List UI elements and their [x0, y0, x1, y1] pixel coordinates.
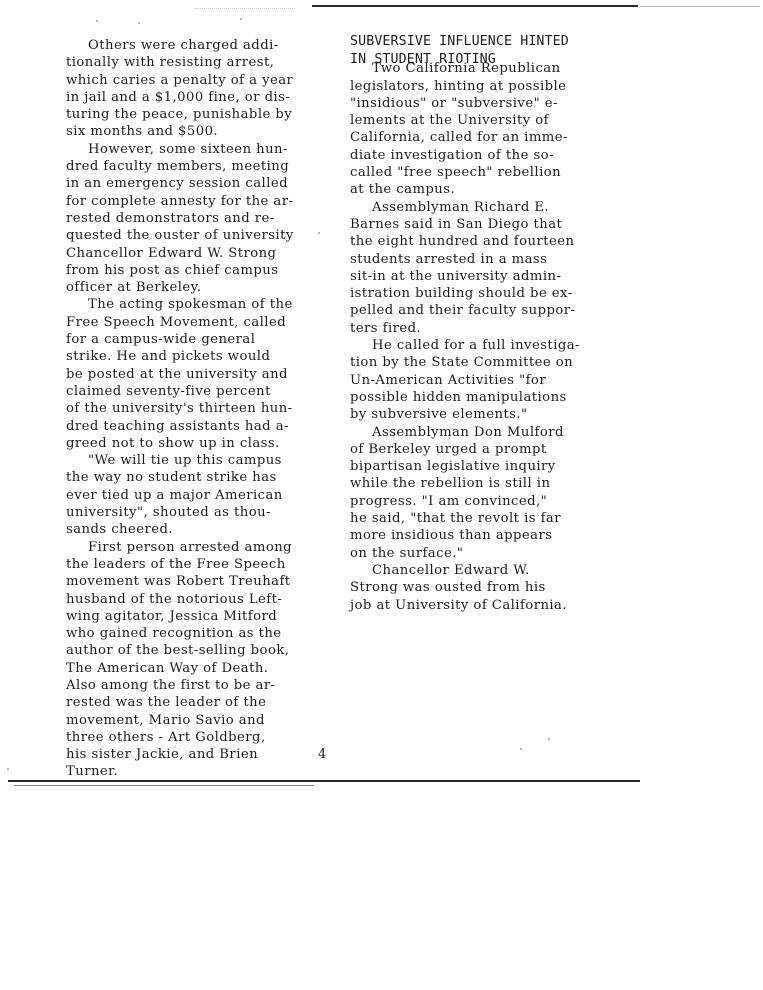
text-line: job at University of California.: [350, 597, 568, 613]
text-line: "We will tie up this campus: [88, 453, 282, 469]
text-line: university", shouted as thou-: [66, 505, 271, 521]
text-line: bipartisan legislative inquiry: [350, 459, 556, 475]
text-line: six months and $500.: [66, 124, 219, 140]
text-line: students arrested in a mass: [350, 251, 548, 267]
text-line: rested was the leader of the: [66, 695, 267, 711]
text-line: Barnes said in San Diego that: [350, 216, 563, 232]
text-line: who gained recognition as the: [66, 626, 282, 642]
bottom-rule: [8, 780, 640, 782]
text-line: movement, Mario Savio and: [66, 712, 265, 728]
left-column: [66, 37, 294, 781]
text-line: The acting spokesman of the: [88, 297, 293, 313]
text-line: The American Way of Death.: [66, 660, 269, 676]
scan-speck: [7, 768, 9, 770]
text-line: for complete annesty for the ar-: [66, 193, 294, 209]
text-line: wing agitator, Jessica Mitford: [66, 608, 278, 624]
text-line: First person arrested among: [88, 539, 293, 555]
text-line: husband of the notorious Left-: [66, 591, 283, 607]
text-line: the leaders of the Free Speech: [66, 556, 286, 572]
text-line: Turner.: [66, 764, 119, 780]
text-line: more insidious than appears: [350, 528, 553, 544]
text-line: pelled and their faculty suppor-: [350, 303, 576, 319]
text-line: the way no student strike has: [66, 470, 277, 486]
text-line: Un-American Activities "for: [350, 372, 547, 388]
right-column: [350, 33, 580, 614]
text-line: California, called for an imme-: [350, 130, 568, 146]
headline-line: SUBVERSIVE INFLUENCE HINTED: [350, 34, 569, 49]
text-line: ever tied up a major American: [66, 487, 283, 503]
text-line: strike. He and pickets would: [66, 349, 271, 365]
text-line: at the campus.: [350, 182, 456, 198]
text-line: ters fired.: [350, 320, 422, 336]
text-line: by subversive elements.": [350, 407, 528, 423]
text-line: lements at the University of: [350, 113, 549, 129]
scan-speck: [96, 20, 98, 22]
scan-speck: [138, 22, 140, 24]
top-rule: [312, 5, 638, 7]
text-line: tionally with resisting arrest,: [66, 55, 275, 71]
text-line: Chancellor Edward W. Strong: [66, 245, 277, 261]
text-line: turing the peace, punishable by: [66, 107, 293, 123]
text-line: istration building should be ex-: [350, 286, 573, 302]
text-line: sands cheered.: [66, 522, 174, 538]
text-line: Assemblyman Richard E.: [372, 199, 550, 215]
text-line: He called for a full investiga-: [372, 338, 580, 354]
text-line: dred teaching assistants had a-: [66, 418, 289, 434]
text-line: of Berkeley urged a prompt: [350, 441, 547, 457]
text-line: legislators, hinting at possible: [350, 78, 567, 94]
scan-speck: [520, 748, 522, 750]
top-rule-faint: [640, 6, 760, 7]
text-line: sit-in at the university admin-: [350, 268, 562, 284]
text-line: However, some sixteen hun-: [88, 141, 288, 157]
text-line: Others were charged addi-: [88, 38, 279, 53]
text-line: possible hidden manipulations: [350, 389, 567, 405]
text-line: the eight hundred and fourteen: [350, 234, 575, 250]
text-line: Strong was ousted from his: [350, 580, 546, 596]
text-line: officer at Berkeley.: [66, 280, 202, 296]
text-line: Two California Republican: [372, 61, 561, 77]
text-line: claimed seventy-five percent: [66, 383, 271, 399]
headline-line: IN STUDENT RIOTING: [350, 51, 496, 67]
text-line: progress. "I am convinced,": [350, 493, 548, 509]
text-line: of the university's thirteen hun-: [66, 401, 293, 417]
text-line: in jail and a $1,000 fine, or dis-: [66, 89, 291, 105]
text-line: "insidious" or "subversive" e-: [350, 95, 558, 111]
text-line: Assemblyman Don Mulford: [372, 424, 564, 440]
text-line: in an emergency session called: [66, 176, 289, 192]
text-line: his sister Jackie, and Brien: [66, 747, 259, 763]
text-line: which caries a penalty of a year: [66, 72, 294, 88]
text-line: diate investigation of the so-: [350, 147, 554, 163]
text-line: tion by the State Committee on: [350, 355, 574, 371]
text-line: quested the ouster of university: [66, 228, 294, 244]
text-line: on the surface.": [350, 545, 464, 561]
text-line: from his post as chief campus: [66, 262, 279, 278]
text-line: rested demonstrators and re-: [66, 210, 275, 226]
text-line: called "free speech" rebellion: [350, 165, 562, 181]
text-line: greed not to show up in class.: [66, 435, 280, 451]
scan-speck: [548, 738, 550, 740]
text-line: three others - Art Goldberg,: [66, 729, 266, 745]
text-line: movement was Robert Treuhaft: [66, 574, 291, 590]
article-headline: [350, 33, 580, 67]
text-line: for a campus-wide general: [66, 332, 256, 348]
text-line: Also among the first to be ar-: [66, 677, 276, 693]
top-rule-dotted: [195, 8, 295, 9]
scan-speck: [318, 232, 320, 234]
text-line: he said, "that the revolt is far: [350, 511, 561, 527]
bottom-rule-thin: [14, 785, 314, 786]
text-line: Chancellor Edward W.: [372, 562, 530, 578]
text-line: author of the best-selling book,: [66, 643, 290, 659]
scan-speck: [240, 18, 242, 20]
page-number: 4: [318, 747, 327, 762]
text-line: Free Speech Movement, called: [66, 314, 287, 330]
text-line: be posted at the university and: [66, 366, 288, 382]
text-line: dred faculty members, meeting: [66, 159, 290, 175]
text-line: while the rebellion is still in: [350, 476, 551, 492]
